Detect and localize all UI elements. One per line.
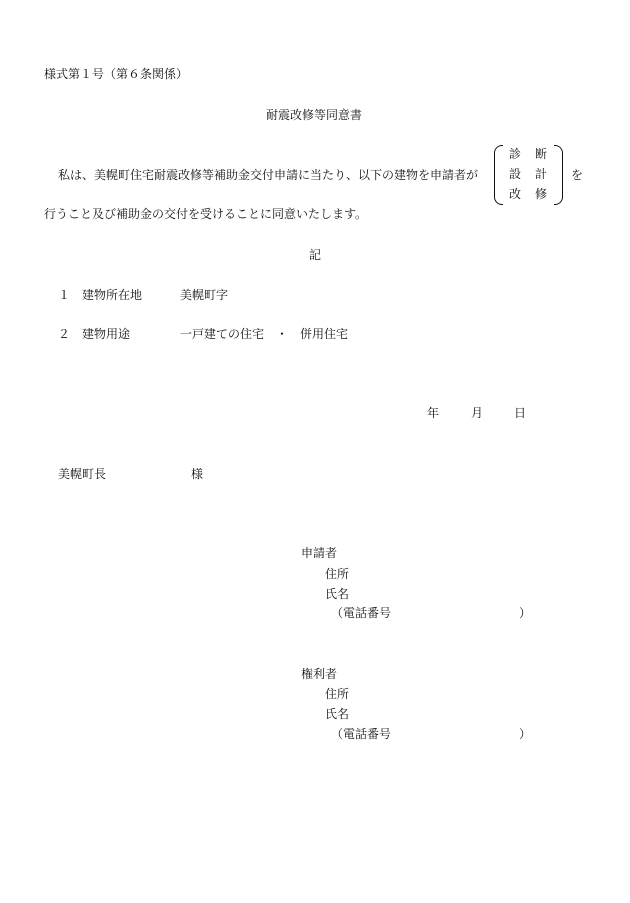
date-month: 月 bbox=[471, 406, 484, 420]
left-bracket bbox=[494, 145, 503, 205]
item-2-label: 建物用途 bbox=[82, 327, 131, 341]
form-number: 様式第１号（第６条関係） bbox=[44, 67, 189, 81]
option-design: 設計 bbox=[509, 167, 562, 181]
item-2-number: ２ bbox=[58, 327, 71, 341]
rights-holder-phone-close: ） bbox=[519, 727, 532, 741]
consent-text-line1: 私は、美幌町住宅耐震改修等補助金交付申請に当たり、以下の建物を申請者が bbox=[58, 168, 479, 182]
ki-heading: 記 bbox=[309, 248, 322, 262]
addressee-name: 美幌町長 bbox=[58, 467, 107, 481]
rights-holder-phone-label: （電話番号 bbox=[331, 727, 392, 741]
rights-holder-title: 権利者 bbox=[301, 667, 338, 681]
document-title: 耐震改修等同意書 bbox=[266, 108, 363, 122]
item-2-value: 一戸建ての住宅 ・ 併用住宅 bbox=[180, 327, 349, 341]
date-day: 日 bbox=[514, 406, 527, 420]
applicant-name-label: 氏名 bbox=[325, 587, 350, 601]
rights-holder-address-label: 住所 bbox=[325, 687, 350, 701]
right-bracket bbox=[554, 145, 563, 205]
option-diagnosis: 診断 bbox=[509, 147, 562, 161]
date-year: 年 bbox=[427, 406, 440, 420]
applicant-address-label: 住所 bbox=[325, 567, 350, 581]
consent-text-line2: 行うこと及び補助金の交付を受けることに同意いたします。 bbox=[44, 207, 368, 221]
applicant-title: 申請者 bbox=[301, 546, 338, 560]
applicant-phone-close: ） bbox=[519, 606, 532, 620]
applicant-phone-label: （電話番号 bbox=[331, 606, 392, 620]
option-renovation: 改修 bbox=[509, 187, 562, 201]
item-1-value: 美幌町字 bbox=[180, 288, 229, 302]
consent-suffix: を bbox=[571, 168, 584, 182]
item-1-label: 建物所在地 bbox=[82, 288, 143, 302]
addressee-honorific: 様 bbox=[191, 467, 204, 481]
rights-holder-name-label: 氏名 bbox=[325, 707, 350, 721]
item-1-number: １ bbox=[58, 288, 71, 302]
